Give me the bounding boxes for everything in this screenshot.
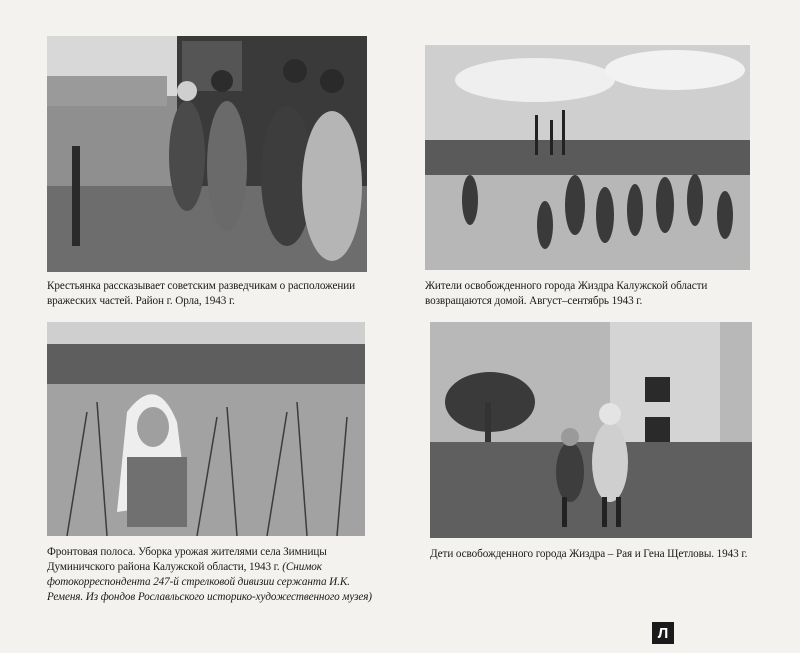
photo-returning-residents: [425, 45, 750, 270]
photo-soldiers-peasant: [47, 36, 367, 272]
caption-photo-4: Дети освобожденного города Жиздра – Рая и Гена Щетловы. 1943 г.: [430, 548, 748, 560]
publisher-logo-icon: Л: [652, 622, 674, 644]
caption-photo-3: [47, 545, 372, 605]
caption-photo-3-note: (Снимок фотокорреспондента 247-й стрелковой дивизии сержанта И.К. Ременя. Из фондов Рославльского историко-художественного музея): [47, 561, 372, 603]
photo-woman-harvesting: [47, 322, 365, 536]
caption-photo-3-main: Фронтовая полоса. Уборка урожая жителями села Зимницы Думиничского района Калужской области, 1943 г.: [47, 546, 327, 573]
photo-children-ruins: [430, 322, 752, 538]
caption-photo-1: Крестьянка рассказывает советским разведчикам о расположении вражеских частей. Район г. Орла, 1943 г.: [47, 280, 356, 307]
caption-photo-2: Жители освобожденного города Жиздра Калужской области возвращаются домой. Август–сентябрь 1943 г.: [425, 280, 708, 307]
